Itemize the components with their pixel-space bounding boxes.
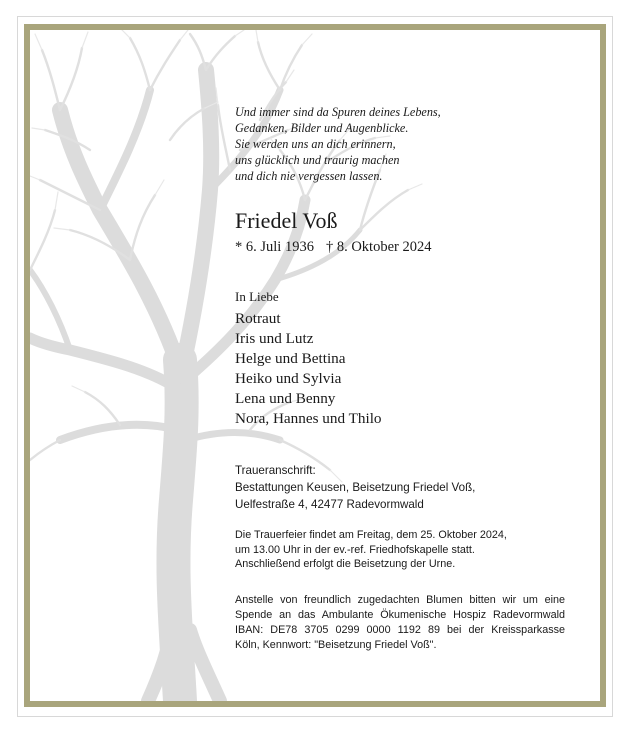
poem-line: Und immer sind da Spuren deines Lebens, [235,105,441,119]
mourner-name: Nora, Hannes und Thilo [235,410,382,427]
mourners-list [235,309,382,429]
donation-notice [235,593,565,653]
mourner-name: Lena und Benny [235,390,336,407]
poem-line: uns glücklich und traurig machen [235,153,400,167]
obituary-content [30,30,600,701]
ceremony-line: Die Trauerfeier findet am Freitag, dem 25. Oktober 2024, [235,529,507,541]
mourner-name: Helge und Bettina [235,350,346,367]
mourner-name: Heiko und Sylvia [235,370,342,387]
mourner-name: Rotraut [235,310,281,327]
poem [235,104,535,184]
death-date: † 8. Oktober 2024 [325,239,432,255]
mourner-name: Iris und Lutz [235,330,314,347]
mourners-intro: In Liebe [235,289,279,304]
birth-date: * 6. Juli 1936 [235,239,314,255]
donation-line: IBAN: DE78 3705 0299 0000 1192 89 bei der Kreissparkasse [235,624,565,636]
poem-line: Sie werden uns an dich erinnern, [235,137,396,151]
ceremony-line: Anschließend erfolgt die Beisetzung der Urne. [235,558,456,570]
ceremony-line: um 13.00 Uhr in der ev.-ref. Friedhofskapelle statt. [235,543,475,556]
poem-line: Gedanken, Bilder und Augenblicke. [235,121,409,135]
address-label: Traueranschrift: [235,464,316,477]
donation-line: Spende an das Ambulante Ökumenische Hospiz Radevormwald [235,609,565,621]
deceased-name: Friedel Voß [235,208,338,233]
address-line: Bestattungen Keusen, Beisetzung Friedel Voß, [235,481,476,494]
donation-line: Anstelle von freundlich zugedachten Blumen bitten wir um eine [235,594,565,606]
life-dates [235,238,431,256]
donation-line: Köln, Kennwort: "Beisetzung Friedel Voß". [235,639,437,651]
address-line: Uelfestraße 4, 42477 Radevormwald [235,498,424,511]
poem-line: und dich nie vergessen lassen. [235,169,383,183]
ceremony-notice [235,528,507,572]
obituary-frame [24,24,606,707]
mourning-address [235,462,475,513]
